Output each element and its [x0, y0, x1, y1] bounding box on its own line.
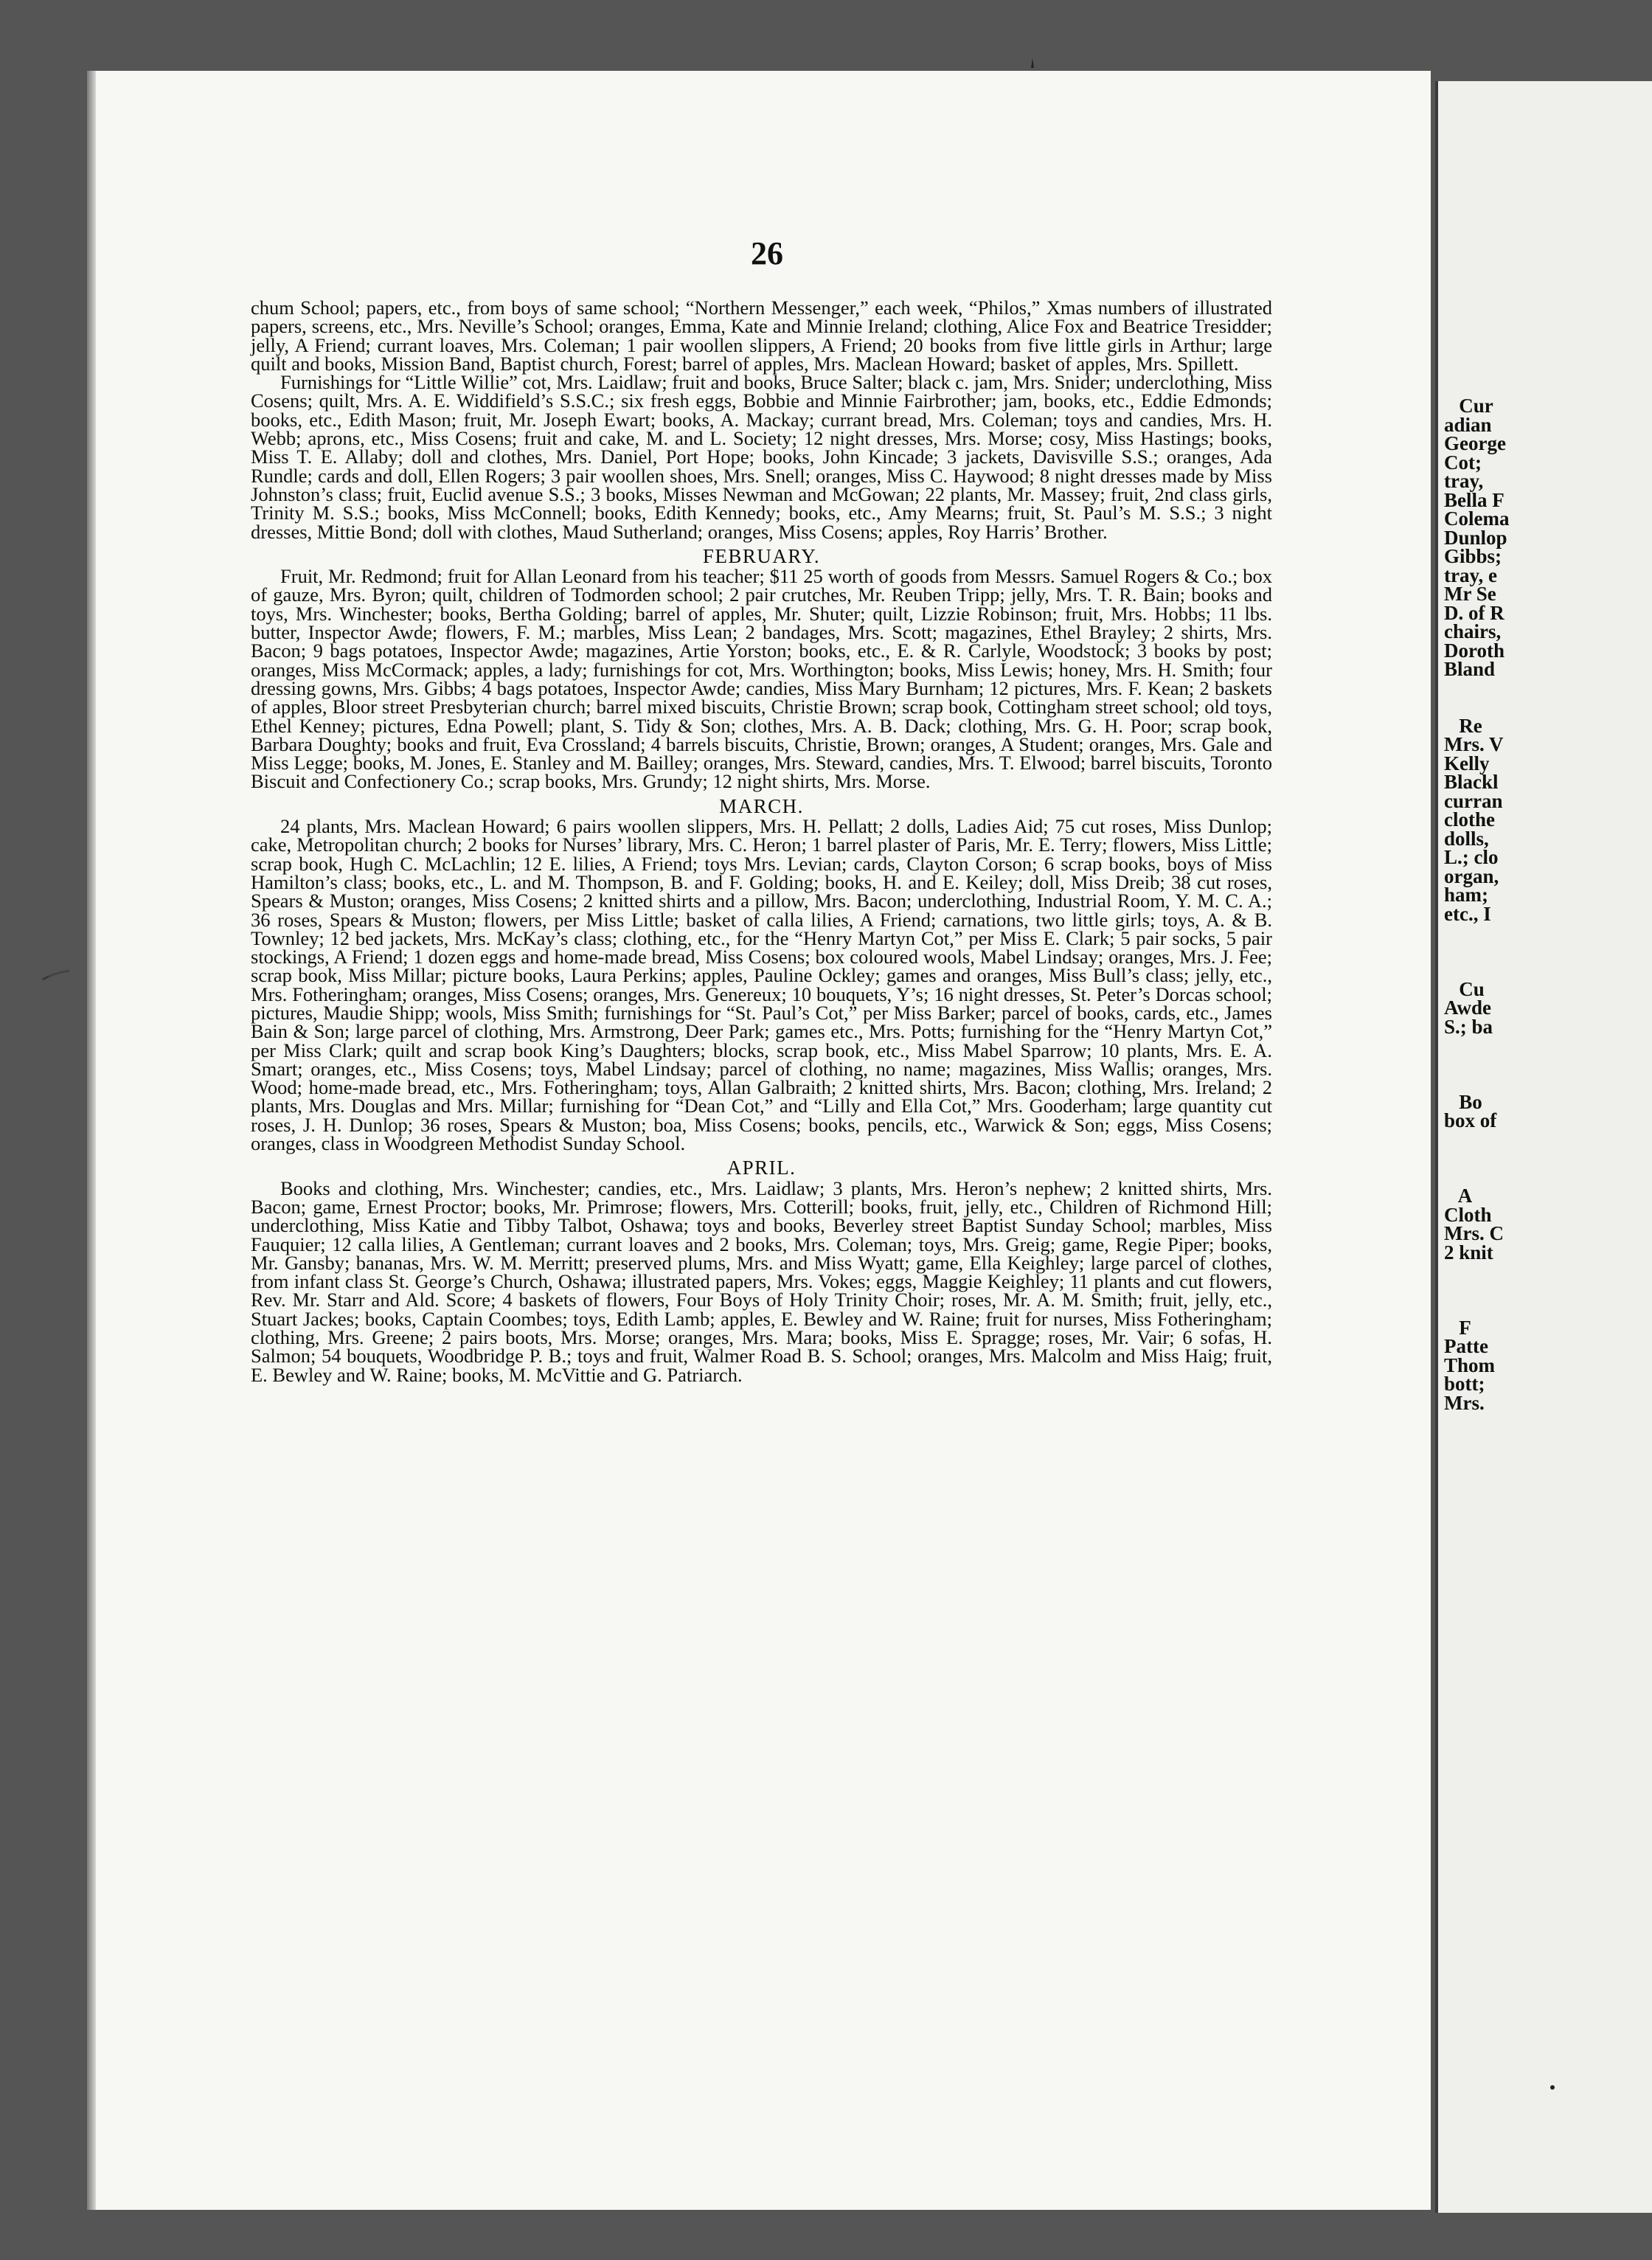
pencil-mark	[41, 966, 71, 982]
month-heading: APRIL.	[726, 1157, 796, 1179]
speck	[1550, 2085, 1555, 2090]
month-heading: MARCH.	[719, 794, 804, 817]
page-spine-edge	[87, 71, 96, 2210]
month-heading: FEBRUARY.	[702, 544, 821, 567]
donations-list	[251, 299, 1272, 1384]
donation-paragraph: chum School; papers, etc., from boys of same school; “Northern Messenger,” each week, “Philos,” Xmas numbers of illustrated papers, screens, etc., Mrs. Neville’s School; oranges, Emma, Kate and Minnie Ireland; clothing, Alice Fox and Beatrice Tresidder; jelly, A Friend; currant loaves, Mrs. Coleman; 1 pair woollen slippers, A Friend; 20 books from five little girls in Arthur; large quilt and books, Mission Band, Baptist church, Forest; barrel of apples, Mrs. Maclean Howard; basket of apples, Mrs. Spillett.	[251, 297, 1272, 375]
donation-paragraph: Furnishings for “Little Willie” cot, Mrs. Laidlaw; fruit and books, Bruce Salter; black c. jam, Mrs. Snider; underclothing, Miss Cosens; quilt, Mrs. A. E. Widdifield’s S.S.C.; six fresh eggs, Bobbie and Minnie Fairbrother; jam, books, etc., Eddie Edmonds; books, etc., Edith Mason; fruit, Mr. Joseph Ewart; books, A. Mackay; currant bread, Mrs. Coleman; toys and candies, Mrs. H. Webb; aprons, etc., Miss Cosens; fruit and cake, M. and L. Society; 12 night dresses, Mrs. Morse; cosy, Miss Hastings; books, Miss T. E. Allaby; doll and clothes, Mrs. Daniel, Port Hope; books, John Kincade; 3 jackets, Davisville S.S.; oranges, Ada Rundle; cards and doll, Ellen Rogers; 3 pair woollen shoes, Mrs. Snell; oranges, Miss C. Haywood; 8 night dresses made by Miss Johnston’s class; fruit, Euclid avenue S.S.; 3 books, Misses Newman and McGowan; 22 plants, Mr. Massey; fruit, 2nd class girls, Trinity M. S.S.; books, Miss McConnell; books, Edith Kennedy; books, etc., Amy Mearns; fruit, St. Paul’s M. S.S.; 3 night dresses, Mittie Bond; doll with clothes, Maud Sutherland; oranges, Miss Cosens; apples, Roy Harris’ Brother.	[251, 371, 1272, 543]
facing-page-text: Cur adian George Cot; tray, Bella F Colema Dunlop Gibbs; tray, e Mr Se D. of R chairs, Doroth Bland Re Mrs. V Kelly Blackl curran clothe dolls, L.; clo organ, ham; etc., I Cu Awde S.; ba Bo box of A Cloth Mrs. C 2 knit F Patte Thom bott; Mrs.	[1444, 395, 1510, 1414]
page-number: 26	[751, 235, 783, 271]
ink-mark	[1027, 58, 1038, 69]
facing-page	[1435, 81, 1652, 2213]
donation-paragraph: Books and clothing, Mrs. Winchester; candies, etc., Mrs. Laidlaw; 3 plants, Mrs. Heron’s nephew; 2 knitted shirts, Mrs. Bacon; game, Ernest Proctor; books, Mr. Primrose; flowers, Mrs. Cotterill; books, fruit, jelly, etc., Children of Richmond Hill; underclothing, Miss Katie and Tibby Talbot, Oshawa; toys and books, Beverley street Baptist Sunday School; marbles, Miss Fauquier; 12 calla lilies, A Gentleman; currant loaves and 2 books, Mrs. Coleman; toys, Mrs. Greig; game, Regie Piper; books, Mr. Gansby; bananas, Mrs. W. M. Merritt; preserved plums, Mrs. and Miss Wyatt; game, Ella Keighley; large parcel of clothes, from infant class St. George’s Church, Oshawa; illustrated papers, Mrs. Vokes; eggs, Maggie Keighley; 11 plants and cut flowers, Rev. Mr. Starr and Ald. Score; 4 baskets of flowers, Four Boys of Holy Trinity Choir; roses, Mr. A. M. Smith; fruit, jelly, etc., Stuart Jackes; books, Captain Coombes; toys, Edith Lamb; apples, E. Bewley and W. Raine; fruit for nurses, Miss Fotheringham; clothing, Mrs. Greene; 2 pairs boots, Mrs. Morse; oranges, Mrs. Mara; books, Miss E. Spragge; roses, Mr. Vair; 6 sofas, H. Salmon; 54 bouquets, Woodbridge P. B.; toys and fruit, Walmer Road B. S. School; oranges, Mrs. Malcolm and Miss Haig; fruit, E. Bewley and W. Raine; books, M. McVittie and G. Patriarch.	[251, 1176, 1272, 1386]
donation-paragraph: 24 plants, Mrs. Maclean Howard; 6 pairs woollen slippers, Mrs. H. Pellatt; 2 dolls, Ladies Aid; 75 cut roses, Miss Dunlop; cake, Metropolitan church; 2 books for Nurses’ library, Mrs. C. Heron; 1 barrel plaster of Paris, Mr. E. Terry; flowers, Miss Little; scrap book, Hugh C. McLachlin; 12 E. lilies, A Friend; toys Mrs. Levian; cards, Clayton Corson; 6 scrap books, boys of Miss Hamilton’s class; books, etc., L. and M. Thompson, B. and F. Golding; books, H. and E. Keiley; doll, Miss Dreib; 38 cut roses, Spears & Muston; oranges, Miss Cosens; 2 knitted shirts and a pillow, Mrs. Bacon; underclothing, Industrial Room, Y. M. C. A.; 36 roses, Spears & Muston; flowers, per Miss Little; basket of calla lilies, A Friend; carnations, two little girls; toys, A. & B. Townley; 12 bed jackets, Mrs. McKay’s class; clothing, etc., for the “Henry Martyn Cot,” per Miss E. Clark; 5 pair socks, 5 pair stockings, A Friend; 1 dozen eggs and home-made bread, Miss Cosens; box coloured wools, Mabel Lindsay; oranges, Mrs. J. Fee; scrap book, Miss Millar; picture books, Laura Perkins; apples, Pauline Ockley; games and oranges, Miss Bull’s class; jelly, etc., Mrs. Fotheringham; oranges, Miss Cosens; oranges, Mrs. Genereux; 10 bouquets, Y’s; 16 night dresses, St. Peter’s Dorcas school; pictures, Maudie Shipp; wools, Miss Smith; furnishings for “St. Paul’s Cot,” per Miss Barker; parcel of books, cards, etc., James Bain & Son; large parcel of clothing, Mrs. Armstrong, Deer Park; games etc., Mrs. Potts; furnishing for the “Henry Martyn Cot,” per Miss Clark; quilt and scrap book King’s Daughters; blocks, scrap book, etc., Miss Mabel Sparrow; 10 plants, Mrs. E. A. Smart; oranges, etc., Miss Cosens; toys, Mabel Lindsay; parcel of clothing, no name; magazines, Miss Wallis; oranges, Mrs. Wood; home-made bread, etc., Mrs. Fotheringham; toys, Allan Galbraith; 2 knitted shirts, Mrs. Bacon; clothing, Mrs. Ireland; 2 plants, Mrs. Douglas and Mrs. Millar; furnishing for “Dean Cot,” and “Lilly and Ella Cot,” Mrs. Gooderham; large quantity cut roses, J. H. Dunlop; 36 roses, Spears & Muston; boa, Miss Cosens; books, pencils, etc., Warwick & Son; eggs, Miss Cosens; oranges, class in Woodgreen Methodist Sunday School.	[251, 815, 1272, 1155]
donation-paragraph: Fruit, Mr. Redmond; fruit for Allan Leonard from his teacher; $11 25 worth of goods from Messrs. Samuel Rogers & Co.; box of gauze, Mrs. Byron; quilt, children of Todmorden school; 2 pair crutches, Mr. Reuben Tripp; jelly, Mrs. T. R. Bain; books and toys, Mrs. Winchester; books, Bertha Golding; barrel of apples, Mr. Shuter; quilt, Lizzie Robinson; fruit, Mrs. Hobbs; 11 lbs. butter, Inspector Awde; flowers, F. M.; marbles, Miss Lean; 2 bandages, Mrs. Scott; magazines, Ethel Brayley; 2 shirts, Mrs. Bacon; 9 bags potatoes, Inspector Awde; magazines, Artie Yorston; books, etc., E. & R. Carlyle, Woodstock; 3 books by post; oranges, Miss McCormack; apples, a lady; furnishings for cot, Mrs. Worthington; books, Miss Lewis; honey, Mrs. H. Smith; four dressing gowns, Mrs. Gibbs; 4 bags potatoes, Inspector Awde; candies, Miss Mary Burnham; 12 pictures, Mrs. F. Kean; 2 baskets of apples, Bloor street Presbyterian church; barrel mixed biscuits, Christie Brown; scrap book, Cottingham street school; old toys, Ethel Kenney; pictures, Edna Powell; plant, S. Tidy & Son; clothes, Mrs. A. B. Dack; clothing, Mrs. G. H. Poor; scrap book, Barbara Doughty; books and fruit, Eva Crossland; 4 barrels biscuits, Christie, Brown; oranges, A Student; oranges, Mrs. Gale and Miss Legge; books, M. Jones, E. Stanley and M. Bailley; oranges, Mrs. Steward, candies, Mrs. T. Elwood; barrel biscuits, Toronto Biscuit and Confectionery Co.; scrap books, Mrs. Grundy; 12 night shirts, Mrs. Morse.	[251, 565, 1272, 793]
